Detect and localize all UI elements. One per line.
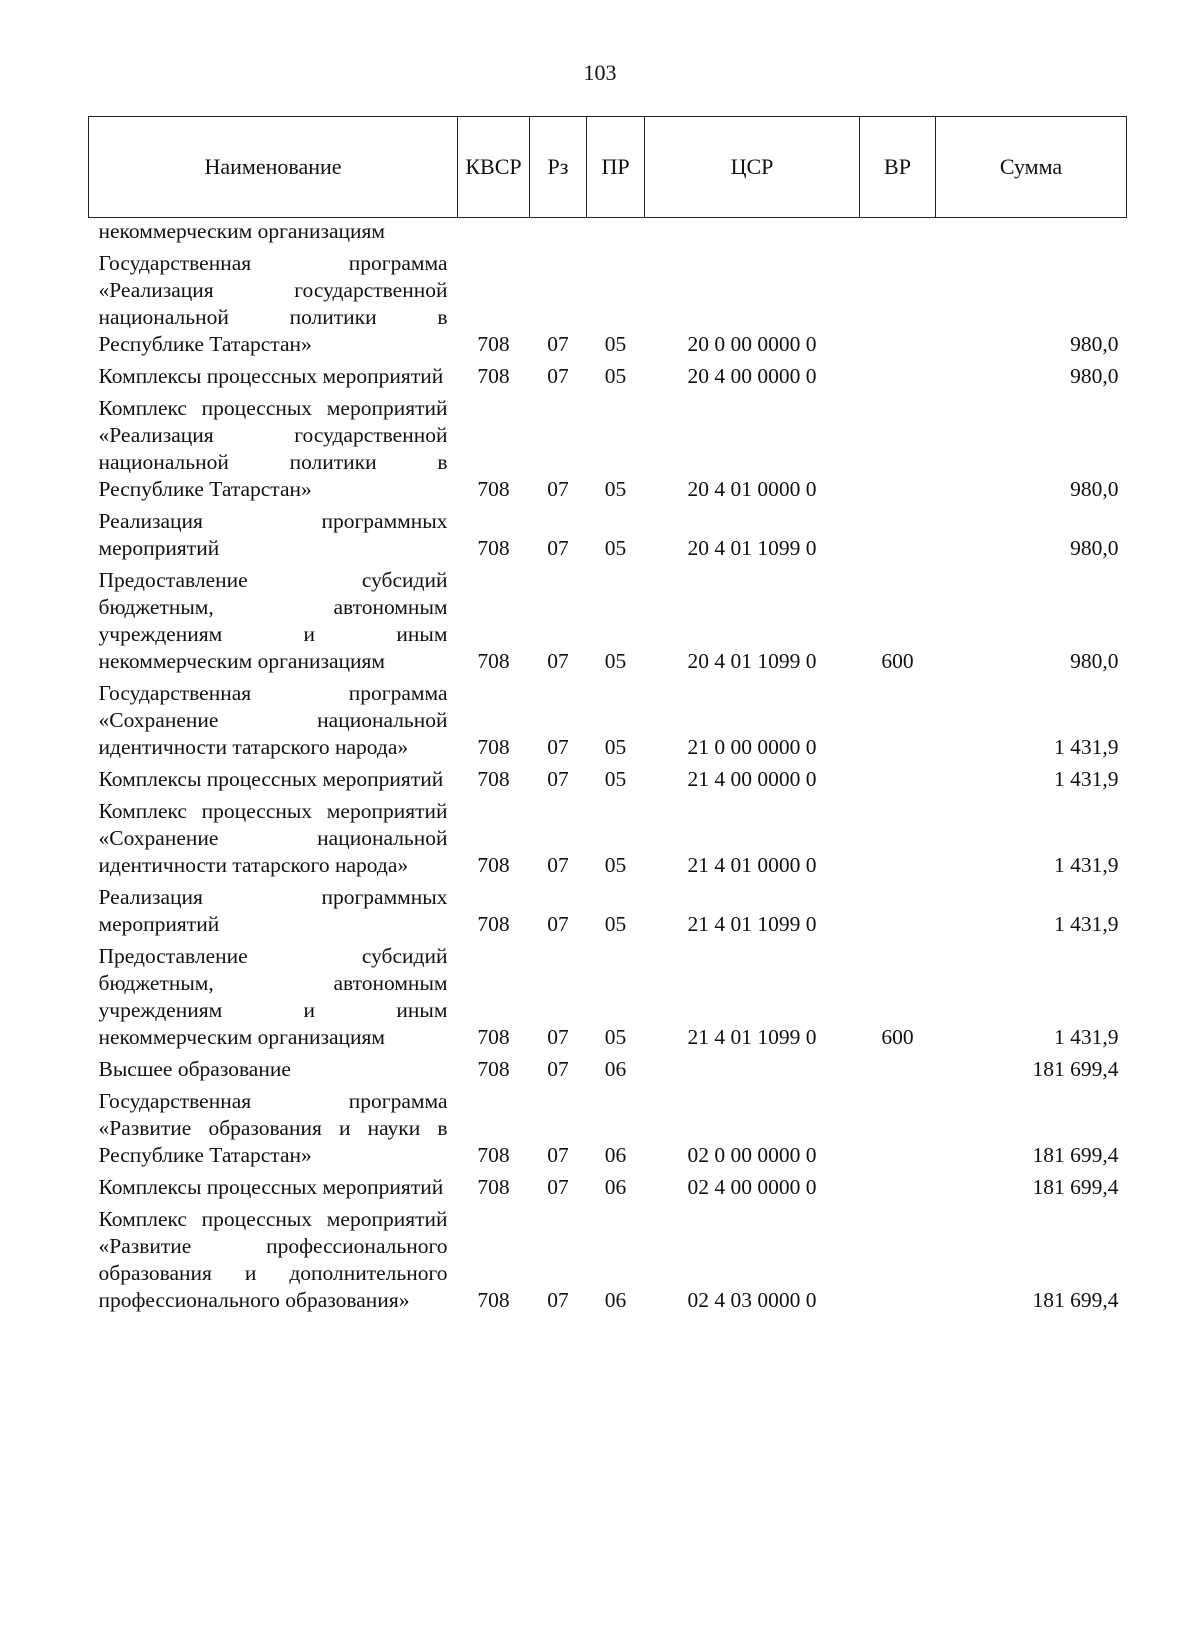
row-sum-cell: 1 431,9 [1054, 912, 1119, 936]
row-name-cell: Предоставление субсидий бюджетным, автономным учреждениям и иным некоммерческим организациям [98, 944, 448, 1049]
row-vr-cell [860, 1203, 936, 1316]
row-rz-cell: 07 [547, 364, 569, 388]
row-sum-cell: 980,0 [1070, 332, 1119, 356]
row-pr-cell: 05 [604, 332, 627, 356]
table-row [89, 360, 1127, 392]
row-kvsr-cell: 708 [477, 1025, 510, 1049]
row-kvsr-cell [458, 218, 530, 248]
row-kvsr-cell: 708 [477, 649, 510, 673]
header-csr: ЦСР [645, 117, 860, 218]
row-kvsr-cell: 708 [477, 912, 510, 936]
row-csr-cell: 21 4 00 0000 0 [687, 767, 817, 791]
row-pr-cell: 06 [604, 1288, 627, 1312]
header-name: Наименование [89, 117, 458, 218]
row-rz-cell: 07 [547, 912, 569, 936]
row-sum-cell: 980,0 [1070, 477, 1119, 501]
row-rz-cell: 07 [547, 1025, 569, 1049]
table-row [89, 795, 1127, 881]
header-sum: Сумма [936, 117, 1127, 218]
row-rz-cell: 07 [547, 332, 569, 356]
row-kvsr-cell: 708 [477, 1175, 510, 1199]
header-kvsr: КВСР [458, 117, 530, 218]
row-name-cell: Государственная программа «Сохранение национальной идентичности татарского народа» [98, 681, 448, 759]
row-sum-cell: 980,0 [1070, 364, 1119, 388]
row-name-cell: Комплексы процессных мероприятий [98, 364, 444, 388]
row-name-cell: Реализация программных мероприятий [98, 509, 448, 560]
row-name-cell: Государственная программа «Реализация государственной национальной политики в Республике Татарстан» [98, 251, 448, 356]
row-pr-cell: 06 [604, 1143, 627, 1167]
row-sum-cell: 181 699,4 [1032, 1143, 1119, 1167]
table-header [89, 117, 1127, 218]
header-pr: ПР [587, 117, 645, 218]
row-pr-cell [587, 218, 645, 248]
row-name-cell: некоммерческим организациям [98, 219, 385, 243]
row-csr-cell [645, 218, 860, 248]
row-csr-cell: 21 0 00 0000 0 [687, 735, 817, 759]
row-rz-cell [530, 218, 587, 248]
row-pr-cell: 05 [604, 649, 627, 673]
row-rz-cell: 07 [547, 536, 569, 560]
row-vr-cell [860, 763, 936, 795]
row-sum-cell: 181 699,4 [1032, 1288, 1119, 1312]
row-pr-cell: 05 [604, 912, 627, 936]
row-rz-cell: 07 [547, 477, 569, 501]
row-name-cell: Высшее образование [98, 1057, 291, 1081]
row-pr-cell: 05 [604, 1025, 627, 1049]
row-pr-cell: 05 [604, 364, 627, 388]
row-kvsr-cell: 708 [477, 536, 510, 560]
row-pr-cell: 05 [604, 536, 627, 560]
row-rz-cell: 07 [547, 1143, 569, 1167]
row-csr-cell: 02 4 03 0000 0 [687, 1288, 817, 1312]
row-kvsr-cell: 708 [477, 853, 510, 877]
header-rz: Рз [530, 117, 587, 218]
row-sum-cell [936, 218, 1127, 248]
row-csr-cell: 21 4 01 0000 0 [687, 853, 817, 877]
row-csr-cell: 02 0 00 0000 0 [687, 1143, 817, 1167]
row-csr-cell: 20 4 01 1099 0 [687, 649, 817, 673]
row-kvsr-cell: 708 [477, 1143, 510, 1167]
row-vr-cell [860, 795, 936, 881]
row-pr-cell: 05 [604, 735, 627, 759]
row-sum-cell: 1 431,9 [1054, 1025, 1119, 1049]
row-vr-cell [860, 505, 936, 564]
row-vr-cell: 600 [881, 1025, 914, 1049]
row-vr-cell [860, 218, 936, 248]
table-row [89, 392, 1127, 505]
row-name-cell: Предоставление субсидий бюджетным, автономным учреждениям и иным некоммерческим организациям [98, 568, 448, 673]
row-name-cell: Реализация программных мероприятий [98, 885, 448, 936]
row-rz-cell: 07 [547, 735, 569, 759]
header-vr: ВР [860, 117, 936, 218]
row-vr-cell [860, 881, 936, 940]
row-csr-cell: 21 4 01 1099 0 [687, 912, 817, 936]
table-row [89, 564, 1127, 677]
row-pr-cell: 05 [604, 477, 627, 501]
row-pr-cell: 05 [604, 853, 627, 877]
row-kvsr-cell: 708 [477, 1057, 510, 1081]
table-row [89, 677, 1127, 763]
row-vr-cell [860, 1053, 936, 1085]
row-vr-cell [860, 677, 936, 763]
row-csr-cell: 21 4 01 1099 0 [687, 1025, 817, 1049]
row-vr-cell [860, 247, 936, 360]
row-csr-cell: 02 4 00 0000 0 [687, 1175, 817, 1199]
row-pr-cell: 06 [604, 1175, 627, 1199]
row-vr-cell [860, 1085, 936, 1171]
row-vr-cell: 600 [881, 649, 914, 673]
row-sum-cell: 1 431,9 [1054, 853, 1119, 877]
table-row [89, 881, 1127, 940]
page-number: 103 [583, 60, 617, 85]
row-csr-cell: 20 0 00 0000 0 [687, 332, 817, 356]
row-name-cell: Комплекс процессных мероприятий «Реализация государственной национальной политики в Республике Татарстан» [98, 396, 448, 501]
row-csr-cell [645, 1053, 860, 1085]
row-name-cell: Комплексы процессных мероприятий [98, 767, 444, 791]
table-row [89, 1203, 1127, 1316]
budget-table [88, 116, 1127, 1316]
row-kvsr-cell: 708 [477, 332, 510, 356]
row-vr-cell [860, 1171, 936, 1203]
row-sum-cell: 181 699,4 [1032, 1057, 1119, 1081]
table-body [89, 218, 1127, 1317]
row-kvsr-cell: 708 [477, 1288, 510, 1312]
row-sum-cell: 1 431,9 [1054, 735, 1119, 759]
row-name-cell: Государственная программа «Развитие образования и науки в Республике Татарстан» [98, 1089, 448, 1167]
row-vr-cell [860, 360, 936, 392]
row-rz-cell: 07 [547, 649, 569, 673]
row-pr-cell: 05 [604, 767, 627, 791]
row-rz-cell: 07 [547, 1175, 569, 1199]
row-name-cell: Комплекс процессных мероприятий «Сохранение национальной идентичности татарского народа» [98, 799, 448, 877]
row-name-cell: Комплекс процессных мероприятий «Развитие профессионального образования и дополнительного профессионального образования» [98, 1207, 448, 1312]
row-rz-cell: 07 [547, 1288, 569, 1312]
row-rz-cell: 07 [547, 767, 569, 791]
row-csr-cell: 20 4 00 0000 0 [687, 364, 817, 388]
row-rz-cell: 07 [547, 853, 569, 877]
table-row [89, 1085, 1127, 1171]
row-sum-cell: 181 699,4 [1032, 1175, 1119, 1199]
row-rz-cell: 07 [547, 1057, 569, 1081]
row-sum-cell: 980,0 [1070, 649, 1119, 673]
row-kvsr-cell: 708 [477, 735, 510, 759]
table-row [89, 1053, 1127, 1085]
table-row [89, 763, 1127, 795]
table-row [89, 1171, 1127, 1203]
table-row [89, 505, 1127, 564]
table-row [89, 247, 1127, 360]
row-csr-cell: 20 4 01 1099 0 [687, 536, 817, 560]
row-kvsr-cell: 708 [477, 364, 510, 388]
row-name-cell: Комплексы процессных мероприятий [98, 1175, 444, 1199]
row-csr-cell: 20 4 01 0000 0 [687, 477, 817, 501]
row-pr-cell: 06 [604, 1057, 627, 1081]
table-row [89, 218, 1127, 248]
table-row [89, 940, 1127, 1053]
row-kvsr-cell: 708 [477, 477, 510, 501]
row-sum-cell: 980,0 [1070, 536, 1119, 560]
row-vr-cell [860, 392, 936, 505]
row-kvsr-cell: 708 [477, 767, 510, 791]
row-sum-cell: 1 431,9 [1054, 767, 1119, 791]
